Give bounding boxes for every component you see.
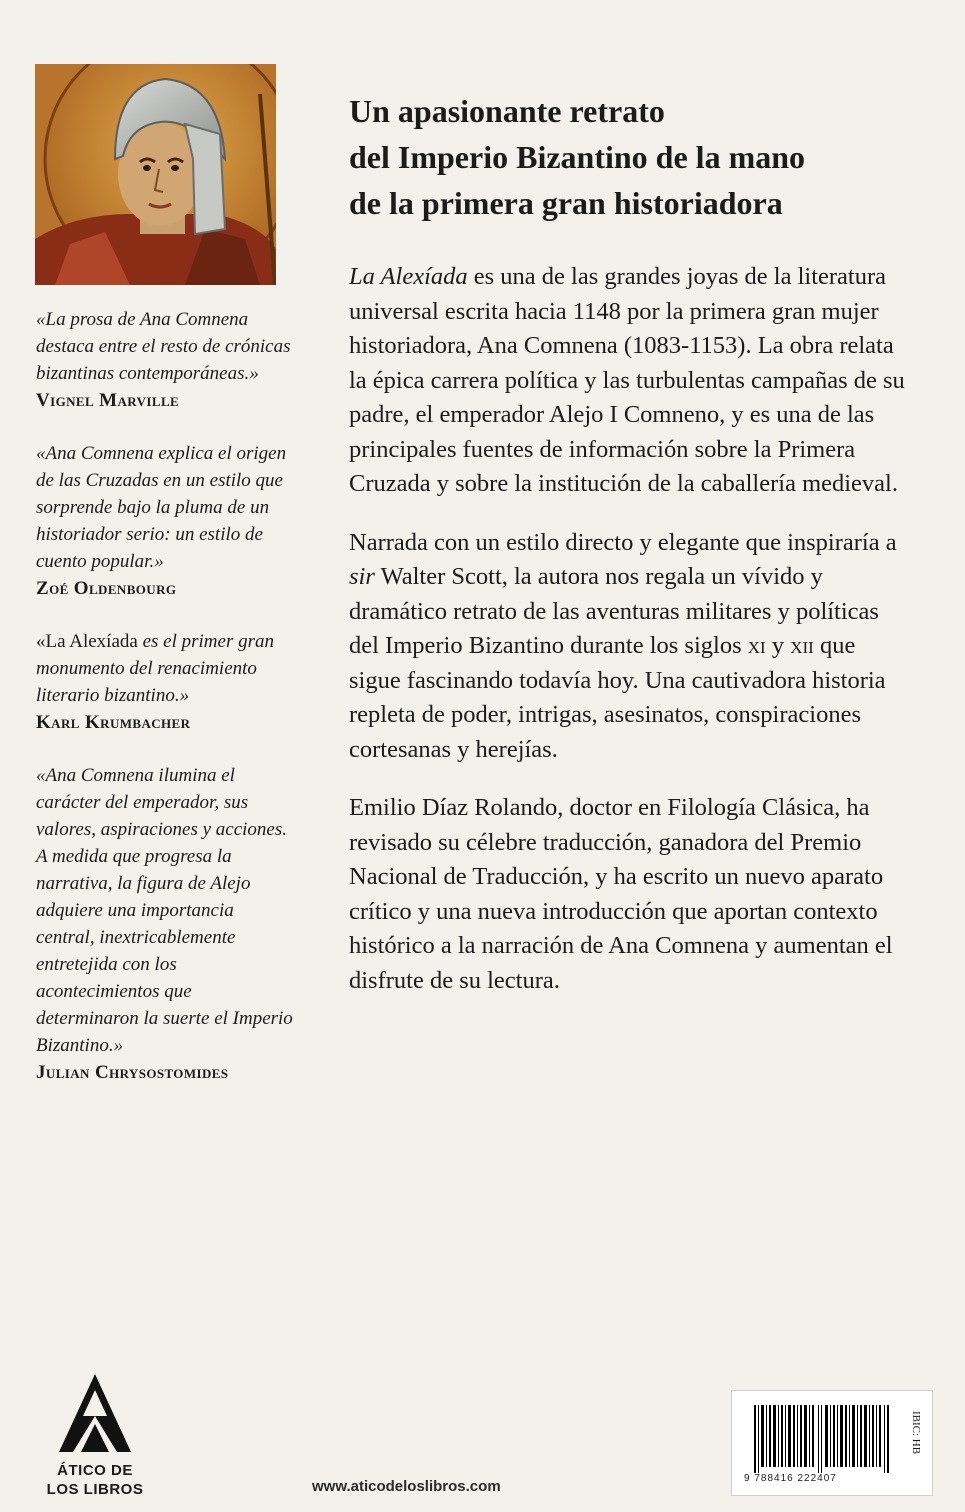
- century-numeral: xii: [790, 632, 814, 659]
- paragraph-text: que sigue fascinando todavía hoy. Una cautivadora historia repleta de poder, intrigas, asesinatos, conspiraciones cortesanas y herejías.: [349, 632, 886, 763]
- paragraph-italic: sir: [349, 563, 375, 590]
- synopsis: [349, 260, 909, 1022]
- century-numeral: xi: [747, 632, 766, 659]
- quote-text: «Ana Comnena explica el origen de las Cruzadas en un estilo que sorprende bajo la pluma de un historiador serio: un estilo de cuento popular.»: [36, 443, 287, 572]
- quote-open: «: [36, 631, 46, 652]
- byzantine-portrait-image: [35, 64, 276, 285]
- pyramid-logo-icon: [57, 1372, 133, 1454]
- quote-krumbacher: [36, 628, 296, 736]
- paragraph-text: es una de las grandes joyas de la literatura universal escrita hacia 1148 por la primera gran mujer historiadora, Ana Comnena (1083-1153). La obra relata la épica carrera política y las turbulentas campañas de su padre, el emperador Alejo I Comneno, y es una de las principales fuentes de información sobre la Primera Cruzada y sobre la institución de la caballería medieval.: [349, 263, 905, 497]
- publisher-name: [35, 1461, 155, 1499]
- publisher-name-line: ÁTICO DE: [57, 1462, 133, 1479]
- synopsis-paragraph-3: Emilio Díaz Rolando, doctor en Filología Clásica, ha revisado su célebre traducción, ganadora del Premio Nacional de Traducción, y ha escrito un nuevo aparato crítico y una nueva introducción que aportan contexto histórico a la narración de Ana Comnena y aumentan el disfrute de su lectura.: [349, 794, 893, 994]
- isbn-number: 9 788416 222407: [744, 1473, 837, 1484]
- quote-author: Karl Krumbacher: [36, 712, 191, 733]
- quote-text: «La prosa de Ana Comnena destaca entre el resto de crónicas bizantinas contemporáneas.»: [36, 309, 291, 384]
- headline-line: Un apasionante retrato: [349, 93, 665, 129]
- book-title: La Alexíada: [349, 263, 468, 290]
- synopsis-paragraph-1: [349, 260, 909, 502]
- barcode: [731, 1390, 933, 1496]
- headline: [349, 88, 929, 226]
- paragraph-text: Narrada con un estilo directo y elegante que inspiraría a: [349, 528, 897, 556]
- barcode-bars: [754, 1405, 894, 1473]
- quote-text: [36, 628, 296, 709]
- quote-book-title: La Alexíada: [45, 631, 138, 652]
- publisher-website[interactable]: www.aticodeloslibros.com: [312, 1478, 501, 1495]
- quote-author: Zoé Oldenbourg: [36, 578, 177, 599]
- paragraph-text: Walter Scott, la autora nos regala un vívido y dramático retrato de las aventuras militares y políticas del Imperio Bizantino durante los siglos: [349, 563, 879, 659]
- quote-author: Julian Chrysostomides: [36, 1062, 229, 1083]
- headline-line: de la primera gran historiadora: [349, 185, 783, 221]
- quote-author: Vignel Marville: [36, 390, 180, 411]
- publisher-logo: [35, 1372, 155, 1502]
- synopsis-paragraph-2: [349, 526, 909, 768]
- paragraph-text: y: [765, 632, 791, 659]
- headline-line: del Imperio Bizantino de la mano: [349, 139, 806, 175]
- quote-rest: es el primer gran monumento del renacimiento literario bizantino.»: [36, 631, 274, 706]
- ibic-code: IBIC: HB: [910, 1411, 922, 1455]
- quote-text: «Ana Comnena ilumina el carácter del emperador, sus valores, aspiraciones y acciones. A medida que progresa la narrativa, la figura de Alejo adquiere una importancia central, inextricablemente entretejida con los acontecimientos que determinaron la suerte el Imperio Bizantino.»: [36, 765, 293, 1056]
- reviews-column: [36, 306, 296, 1112]
- quote-marville: [36, 306, 296, 414]
- quote-chrysostomides: [36, 762, 296, 1086]
- publisher-name-line: LOS LIBROS: [46, 1481, 144, 1498]
- quote-oldenbourg: [36, 440, 296, 602]
